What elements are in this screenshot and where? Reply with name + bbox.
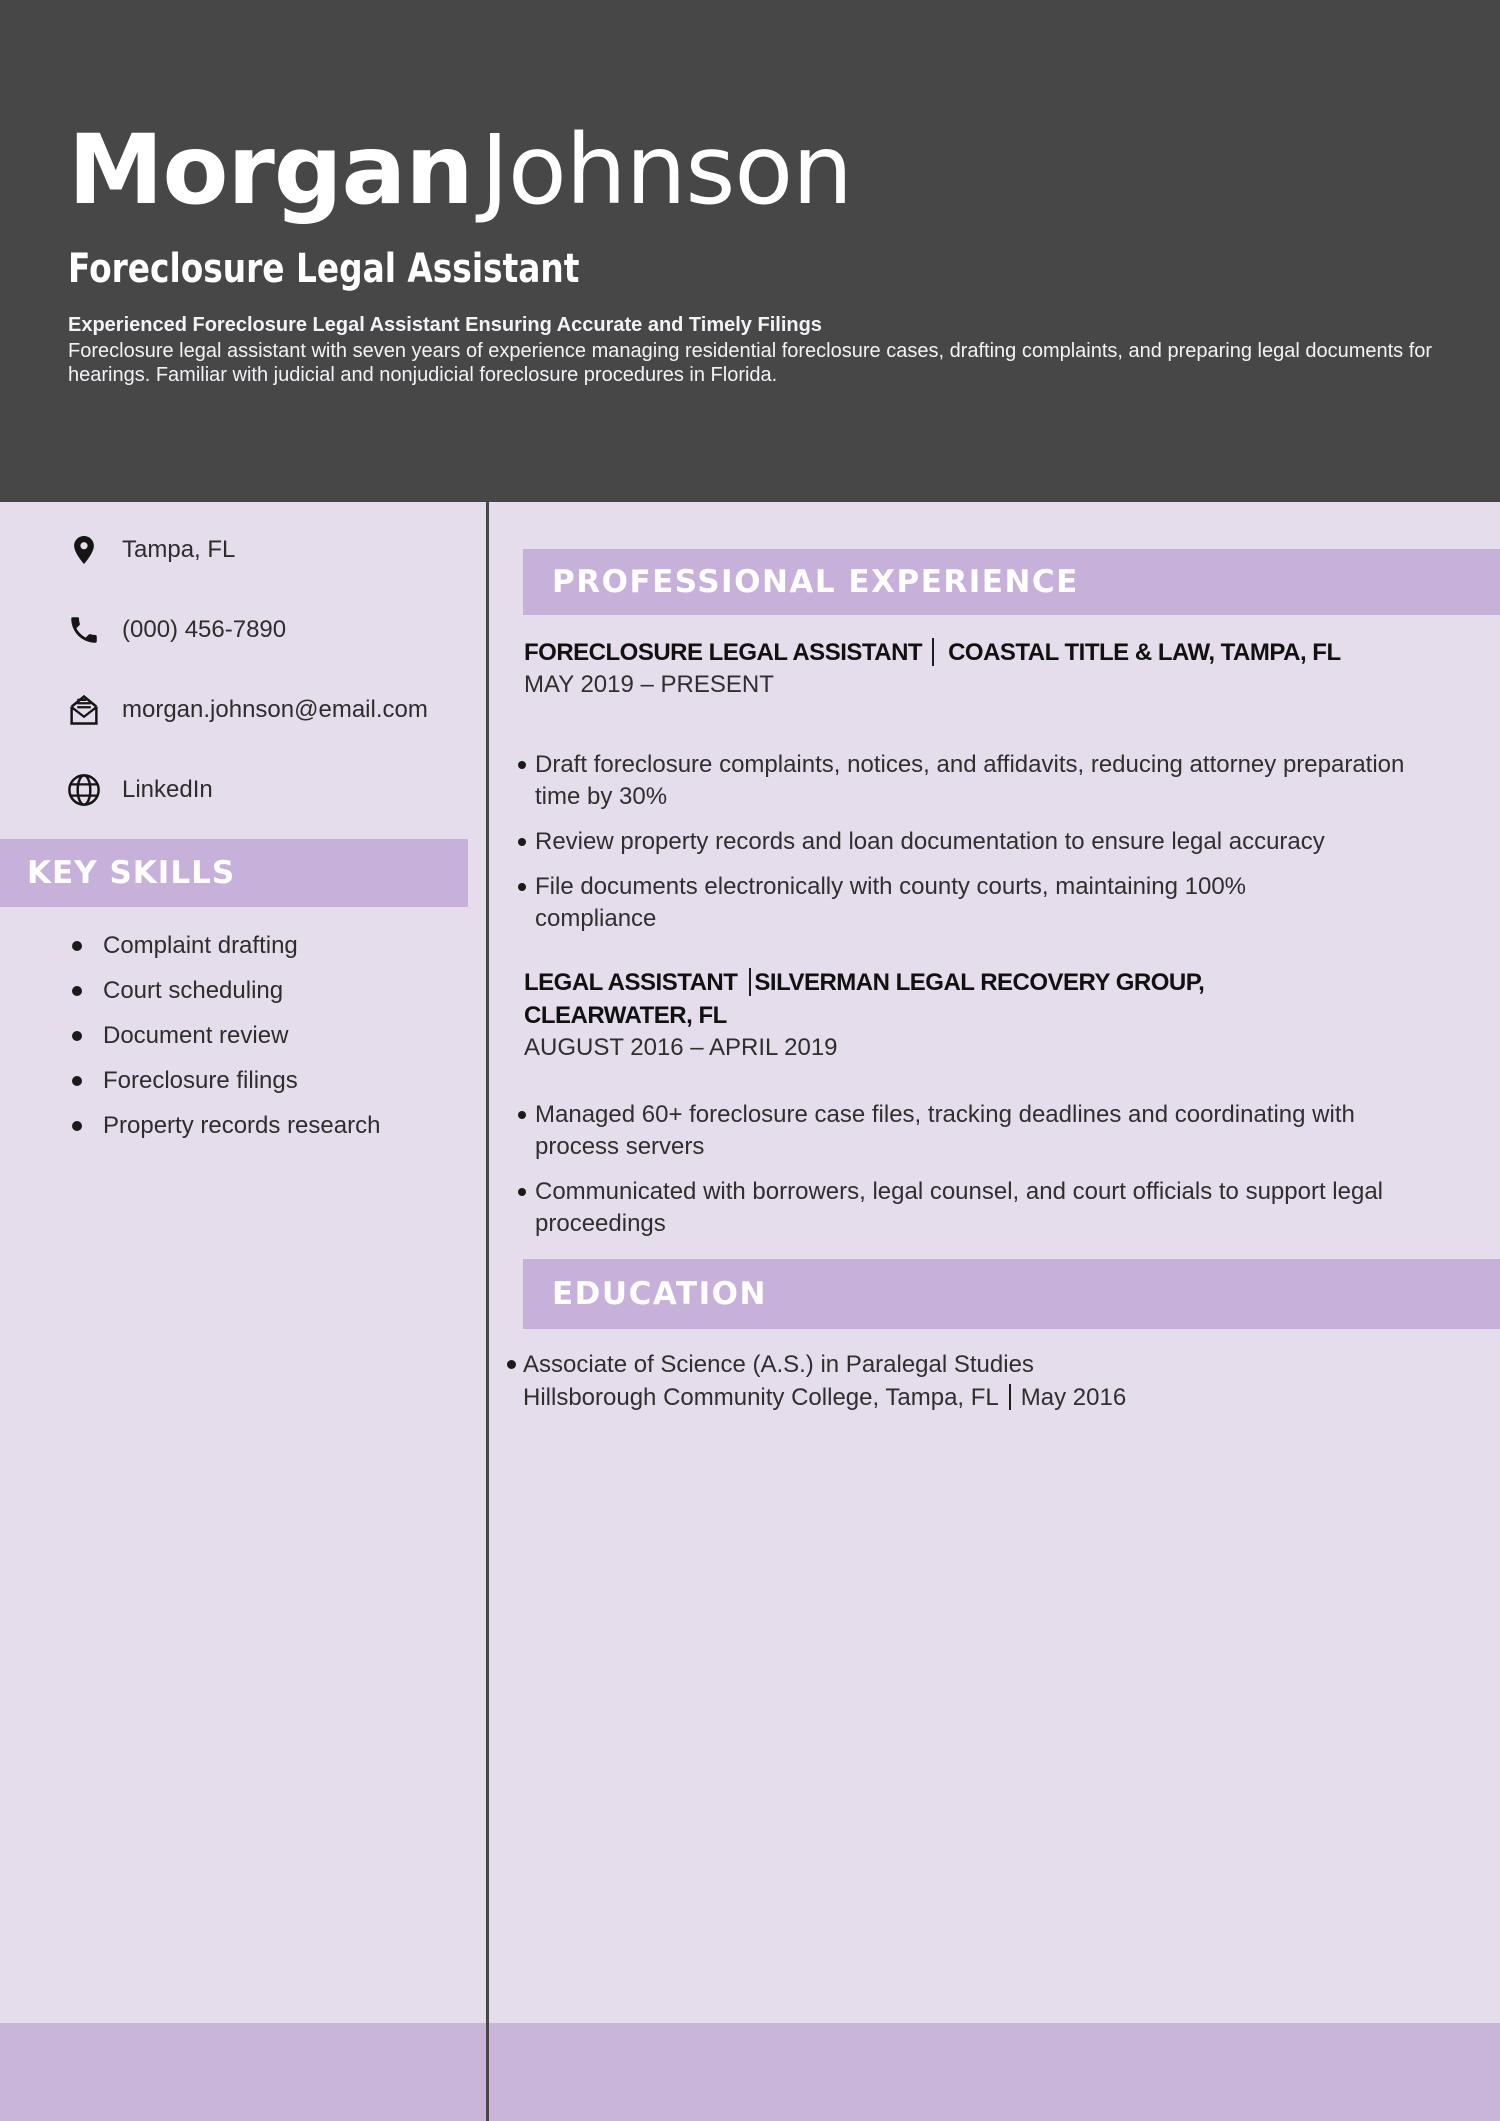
job-bullet: Communicated with borrowers, legal counsel, and court officials to support legal proceedings bbox=[518, 1176, 1438, 1240]
job-company: SILVERMAN LEGAL RECOVERY GROUP, CLEARWATER, FL bbox=[524, 969, 1205, 1029]
skill-item: Complaint drafting bbox=[0, 931, 380, 961]
first-name: Morgan bbox=[68, 114, 473, 226]
contact-list bbox=[66, 510, 428, 830]
job-dates: AUGUST 2016 – APRIL 2019 bbox=[524, 1034, 838, 1061]
contact-email bbox=[66, 670, 428, 750]
skill-item: Foreclosure filings bbox=[0, 1066, 380, 1096]
person-name bbox=[68, 114, 852, 226]
email-text[interactable]: morgan.johnson@email.com bbox=[122, 696, 428, 723]
education-degree: Associate of Science (A.S.) in Paralegal Studies bbox=[523, 1351, 1034, 1378]
skill-item: Document review bbox=[0, 1021, 380, 1051]
key-skills-heading: KEY SKILLS bbox=[0, 839, 468, 907]
education-school-line bbox=[523, 1381, 1126, 1414]
separator-bar bbox=[1009, 1384, 1011, 1410]
header bbox=[0, 0, 1500, 502]
email-icon bbox=[66, 692, 102, 728]
phone-text: (000) 456-7890 bbox=[122, 616, 287, 643]
sidebar bbox=[0, 502, 487, 2023]
column-divider bbox=[486, 502, 489, 2121]
location-text: Tampa, FL bbox=[122, 536, 236, 563]
education-date: May 2016 bbox=[1020, 1384, 1127, 1411]
last-name: Johnson bbox=[480, 114, 852, 226]
separator-bar bbox=[932, 638, 934, 666]
job-role: FORECLOSURE LEGAL ASSISTANT bbox=[524, 639, 923, 666]
summary-block bbox=[68, 313, 1468, 387]
job-entry bbox=[524, 636, 1341, 700]
skills-list bbox=[0, 931, 380, 1156]
job-title-heading: Foreclosure Legal Assistant bbox=[68, 246, 580, 292]
footer-band bbox=[0, 2023, 1500, 2121]
summary-body: Foreclosure legal assistant with seven years of experience managing residential foreclosure cases, drafting complaints, and preparing legal documents for hearings. Familiar with judicial and nonjudicial foreclosure procedures in Florida. bbox=[68, 340, 1433, 386]
job-role-company bbox=[524, 636, 1341, 669]
separator-bar bbox=[749, 968, 751, 996]
job-entry bbox=[524, 966, 1324, 1063]
experience-section-heading: PROFESSIONAL EXPERIENCE bbox=[523, 549, 1500, 615]
job-bullet: Review property records and loan documentation to ensure legal accuracy bbox=[518, 826, 1438, 858]
linkedin-text[interactable]: LinkedIn bbox=[122, 776, 213, 803]
education-school: Hillsborough Community College, Tampa, FL bbox=[523, 1384, 999, 1411]
main-column bbox=[489, 502, 1500, 2023]
job-company: COASTAL TITLE & LAW, TAMPA, FL bbox=[948, 639, 1341, 666]
job-role-company bbox=[524, 966, 1324, 1032]
job-role: LEGAL ASSISTANT bbox=[524, 969, 738, 996]
location-pin-icon bbox=[66, 527, 102, 573]
job-bullet-list bbox=[518, 1099, 1438, 1253]
contact-location bbox=[66, 510, 428, 590]
education-section-heading: EDUCATION bbox=[523, 1259, 1500, 1329]
job-dates: MAY 2019 – PRESENT bbox=[524, 671, 774, 698]
job-bullet: Draft foreclosure complaints, notices, and affidavits, reducing attorney preparation time by 30% bbox=[518, 749, 1438, 813]
job-bullet: File documents electronically with county courts, maintaining 100% compliance bbox=[518, 871, 1358, 935]
skill-item: Court scheduling bbox=[0, 976, 380, 1006]
contact-phone bbox=[66, 590, 428, 670]
education-entry bbox=[507, 1348, 1126, 1414]
job-bullet-list bbox=[518, 749, 1438, 948]
globe-icon bbox=[66, 772, 102, 808]
job-bullet: Managed 60+ foreclosure case files, tracking deadlines and coordinating with process servers bbox=[518, 1099, 1363, 1163]
contact-linkedin bbox=[66, 750, 428, 830]
skill-item: Property records research bbox=[0, 1111, 380, 1141]
summary-heading: Experienced Foreclosure Legal Assistant Ensuring Accurate and Timely Filings bbox=[68, 314, 822, 336]
phone-icon bbox=[66, 613, 102, 647]
